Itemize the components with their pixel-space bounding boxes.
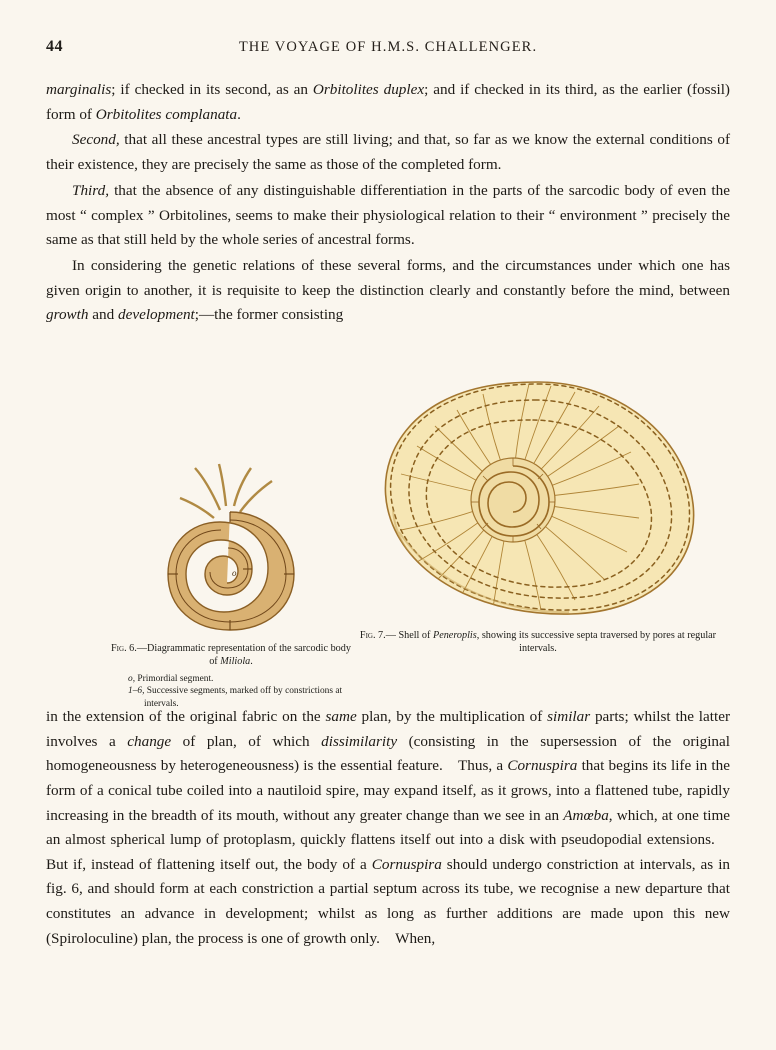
- para5-seg9: (consisting in the supersession of the original homogeneousness by heterogeneousness) is the essential feature. Thus, a: [46, 732, 730, 775]
- figure-6-legend-text-1: Primordial segment.: [135, 674, 214, 685]
- figure-6-legend-key-2: 1–6,: [128, 686, 145, 697]
- figure-7-caption-text2: , showing its successive septa traversed by pores at regular intervals.: [476, 630, 717, 655]
- para5-seg13: , which, at one time an almost spherical lump of protoplasm, quickly flattens itself out into a disk with pseudopodial extensions. But if, instead of flattening itself out, the body of a: [46, 806, 730, 873]
- term-similar: similar: [547, 708, 591, 725]
- lead-second: Second,: [72, 131, 120, 149]
- svg-text:o: o: [232, 568, 237, 578]
- para4-seg1: In considering the genetic relations of these several forms, and the circumstances under which one has given origin to another, it is requisite to keep the distinction clearly and constantly before the mind, between: [46, 256, 730, 299]
- term-amoeba: Amœba: [563, 806, 609, 824]
- paragraph-2: [46, 128, 730, 177]
- para3-rest: that the absence of any distinguishable differentiation in the parts of the sarcodic body of even the most “ complex ” Orbitolines, seems to make their physiological relation to their “ environment ” precisely the same as that still held by the whole series of ancestral forms.: [46, 181, 730, 249]
- para5-seg1: in the extension of the original fabric on the: [46, 708, 326, 725]
- para5-seg5: parts; whilst the latter involves a: [46, 708, 731, 750]
- para1-seg2: ; if checked in its second, as an: [111, 81, 313, 98]
- paragraph-4: [46, 254, 730, 328]
- paragraph-3: [46, 179, 730, 253]
- figure-6-legend-text-2: Successive segments, marked off by constrictions at intervals.: [144, 686, 343, 709]
- page-number: 44: [46, 38, 63, 55]
- figure-6-legend-row-1: [128, 673, 356, 685]
- figure-7: [346, 370, 730, 655]
- page-header: [46, 38, 730, 60]
- body-text-top: [46, 78, 730, 329]
- term-cornuspira-2: Cornuspira: [371, 855, 442, 873]
- term-marginalis: marginalis: [46, 81, 112, 98]
- figure-7-label: Fig. 7.: [359, 630, 386, 641]
- running-title: THE VOYAGE OF H.M.S. CHALLENGER.: [238, 39, 538, 55]
- term-dissimilarity: dissimilarity: [321, 732, 398, 750]
- miliola-diagram-illustration: [146, 448, 316, 638]
- term-cornuspira-1: Cornuspira: [507, 757, 578, 775]
- paragraph-5: [46, 705, 730, 951]
- term-development: development: [118, 306, 195, 324]
- para4-seg3: and: [88, 306, 119, 324]
- figure-7-caption-italic: Peneroplis: [432, 630, 477, 641]
- para5-seg15: should undergo constriction at intervals, as in fig. 6, and should form at each constriction a partial septum across its tube, we recognise a new departure that constitutes an advance in development; whilst as long as further additions are made upon this new (Spiroloculine) plan, the process is one of growth only. When,: [46, 855, 731, 947]
- body-text-bottom: [46, 705, 730, 952]
- term-orbitolites-complanata: Orbitolites complanata: [95, 105, 238, 123]
- lead-third: Third,: [72, 181, 109, 199]
- figure-6: [106, 448, 356, 710]
- figure-6-label: Fig. 6.: [111, 643, 137, 654]
- shell-inner-spire: [471, 458, 555, 542]
- paragraph-1: [46, 78, 730, 127]
- term-growth: growth: [46, 306, 89, 324]
- para4-seg5: ;—the former consisting: [194, 306, 344, 324]
- para5-seg11: that begins its life in the form of a conical tube coiled into a nautiloid spire, may expand itself, as it grows, into a flattened tube, rapidly increasing in the breadth of its mouth, without any greater change than we see in an: [46, 757, 730, 824]
- para1-seg4: ; and if checked in its third, as the earlier (fossil) form of: [46, 81, 730, 123]
- para5-seg7: of plan, of which: [171, 732, 322, 750]
- term-change: change: [127, 732, 172, 750]
- figure-6-caption: [106, 642, 356, 668]
- figure-7-caption: [346, 629, 730, 655]
- term-orbitolites-duplex: Orbitolites duplex: [312, 81, 425, 98]
- figure-6-caption-text1: —Diagrammatic representation of the sarcodic body of: [136, 643, 351, 668]
- figure-area: [46, 370, 730, 709]
- para1-seg6: .: [237, 105, 241, 123]
- figure-7-caption-text1: — Shell of: [385, 630, 433, 641]
- figure-6-caption-italic: Miliola: [220, 656, 251, 668]
- peneroplis-shell-illustration: [363, 370, 713, 625]
- figure-6-caption-text2: .: [250, 656, 253, 668]
- para5-seg3: plan, by the multiplication of: [356, 708, 548, 725]
- term-same: same: [325, 708, 357, 725]
- para2-rest: that all these ancestral types are still living; and that, so far as we know the external conditions of their existence, they are precisely the same as those of the completed form.: [46, 131, 730, 174]
- figure-6-legend-key-1: o,: [128, 674, 136, 685]
